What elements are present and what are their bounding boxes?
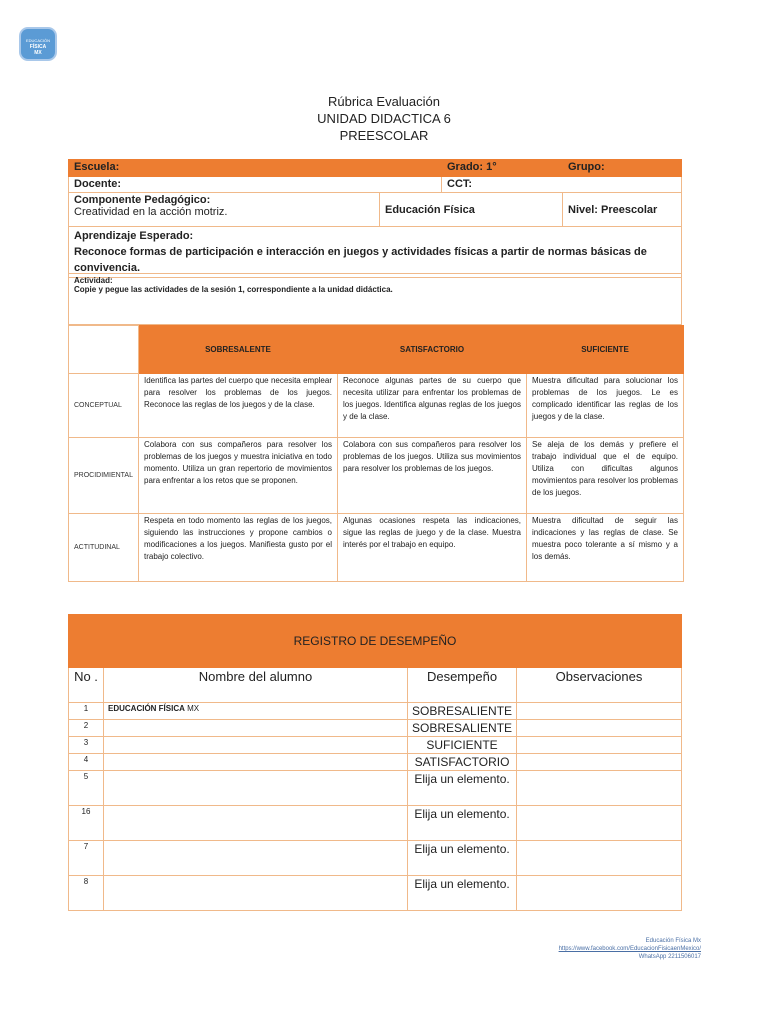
rubric-cell: Identifica las partes del cuerpo que necesita emplear para resolver los problemas de los juegos. Reconoce las reglas de los juegos y de la clase. (139, 374, 338, 438)
table-row (69, 841, 682, 876)
student-name-rest: MX (184, 704, 200, 713)
student-name-field[interactable] (104, 754, 408, 771)
category-label: CONCEPTUAL (69, 374, 139, 438)
rubric-table (68, 325, 684, 582)
observations-field[interactable] (517, 806, 682, 841)
col-header-perf: Desempeño (408, 668, 517, 703)
rubric-cell: Respeta en todo momento las reglas de los juegos, siguiendo las instrucciones y propone cambios o modificaciones a los juegos. Manifiesta gusto por el trabajo colectivo. (139, 514, 338, 582)
table-row (69, 720, 682, 737)
escuela-label[interactable]: Escuela: (69, 160, 442, 177)
performance-select[interactable]: SUFICIENTE (408, 737, 517, 754)
level-header: SOBRESALENTE (139, 326, 338, 374)
logo-line-1: EDUCACIÓN (25, 38, 50, 43)
componente-value: Creatividad en la acción motriz. (74, 206, 228, 218)
aprendizaje-label: Aprendizaje Esperado: (74, 230, 194, 242)
row-number: 8 (69, 876, 104, 911)
footer (559, 937, 701, 961)
student-name-field[interactable] (104, 771, 408, 806)
performance-select[interactable]: SOBRESALIENTE (408, 720, 517, 737)
actividad-label: Actividad: (74, 276, 113, 285)
table-row (69, 876, 682, 911)
observations-field[interactable] (517, 720, 682, 737)
rubric-cell: Se aleja de los demás y prefiere el trabajo individual que el de equipo. Utiliza con dificultas algunos movimientos para resolver los problemas de los juegos. (527, 438, 684, 514)
nivel-cell: Nivel: Preescolar (563, 193, 682, 227)
row-number: 4 (69, 754, 104, 771)
level-header: SATISFACTORIO (338, 326, 527, 374)
student-name-field[interactable] (104, 737, 408, 754)
aprendizaje-value: Reconoce formas de participación e interacción en juegos y actividades físicas a partir de normas básicas de convivencia. (74, 246, 647, 274)
rubric-cell: Muestra dificultad para solucionar los problemas de los juegos. Le es complicado identificar las reglas de los juegos y de la clase. (527, 374, 684, 438)
observations-field[interactable] (517, 876, 682, 911)
row-number: 16 (69, 806, 104, 841)
table-row (69, 771, 682, 806)
row-number: 7 (69, 841, 104, 876)
title-line-3: PREESCOLAR (339, 128, 429, 143)
table-row (69, 754, 682, 771)
observations-field[interactable] (517, 771, 682, 806)
row-number: 5 (69, 771, 104, 806)
componente-label: Componente Pedagógico: (74, 194, 211, 206)
row-number: 1 (69, 703, 104, 720)
student-name-field[interactable] (104, 841, 408, 876)
info-table (68, 159, 682, 278)
docente-label[interactable]: Docente: (69, 177, 442, 193)
asignatura-cell: Educación Física (380, 193, 563, 227)
student-name-bold: EDUCACIÓN FÍSICA (108, 704, 185, 713)
performance-select[interactable]: Elija un elemento. (408, 876, 517, 911)
logo-badge (21, 29, 55, 59)
performance-select[interactable]: Elija un elemento. (408, 841, 517, 876)
performance-select[interactable]: SATISFACTORIO (408, 754, 517, 771)
category-label: PROCIDIMIENTAL (69, 438, 139, 514)
col-header-no: No . (69, 668, 104, 703)
logo-line-3: MX (34, 50, 42, 56)
registro-table (68, 614, 682, 911)
rubric-cell: Colabora con sus compañeros para resolver los problemas de los juegos. Utiliza sus movimientos para resolver los problemas de los juegos. (338, 438, 527, 514)
title-line-2: UNIDAD DIDACTICA 6 (317, 111, 451, 126)
footer-whatsapp: WhatsApp 2211506017 (638, 954, 701, 960)
table-row (69, 703, 682, 720)
logo-line-2: FÍSICA (29, 44, 47, 50)
title-line-1: Rúbrica Evaluación (327, 94, 440, 109)
col-header-obs: Observaciones (517, 668, 682, 703)
performance-select[interactable]: SOBRESALIENTE (408, 703, 517, 720)
document-title (0, 93, 768, 144)
performance-select[interactable]: Elija un elemento. (408, 806, 517, 841)
observations-field[interactable] (517, 737, 682, 754)
observations-field[interactable] (517, 841, 682, 876)
observations-field[interactable] (517, 703, 682, 720)
observations-field[interactable] (517, 754, 682, 771)
performance-select[interactable]: Elija un elemento. (408, 771, 517, 806)
rubric-cell: Algunas ocasiones respeta las indicaciones, sigue las reglas de juego y de la clase. Muestra interés por el trabajo en equipo. (338, 514, 527, 582)
aprendizaje-cell (69, 227, 682, 278)
student-name-field[interactable] (104, 703, 408, 720)
student-name-field[interactable] (104, 876, 408, 911)
level-header: SUFICIENTE (527, 326, 684, 374)
componente-cell (69, 193, 380, 227)
student-name-field[interactable] (104, 806, 408, 841)
rubric-cell: Reconoce algunas partes de su cuerpo que necesita utilizar para enfrentar los problemas de los juegos. Identifica algunas reglas de los juegos y de la clase. (338, 374, 527, 438)
actividad-text: Copie y pegue las actividades de la sesión 1, correspondiente a la unidad didáctica. (74, 285, 393, 294)
actividad-box[interactable] (68, 273, 682, 325)
row-number: 3 (69, 737, 104, 754)
rubric-corner (69, 326, 139, 374)
grado-label[interactable]: Grado: 1° (442, 160, 563, 177)
category-label: ACTITUDINAL (69, 514, 139, 582)
table-row (69, 806, 682, 841)
registro-title: REGISTRO DE DESEMPEÑO (69, 615, 682, 668)
grupo-label[interactable]: Grupo: (563, 160, 682, 177)
rubric-cell: Muestra dificultad de seguir las indicaciones y las reglas de clase. Se muestra poco tolerante a sí mismo y a los demás. (527, 514, 684, 582)
row-number: 2 (69, 720, 104, 737)
cct-label[interactable]: CCT: (442, 177, 682, 193)
col-header-name: Nombre del alumno (104, 668, 408, 703)
footer-link[interactable]: https://www.facebook.com/EducacionFisicaenMexico/ (558, 946, 701, 952)
footer-brand: Educación Física Mx (645, 938, 701, 944)
table-row (69, 737, 682, 754)
rubric-cell: Colabora con sus compañeros para resolver los problemas de los juegos y muestra iniciativa en todo momento. Utiliza un gran repertorio de movimientos para enfrentar a los retos que se proponen. (139, 438, 338, 514)
student-name-field[interactable] (104, 720, 408, 737)
